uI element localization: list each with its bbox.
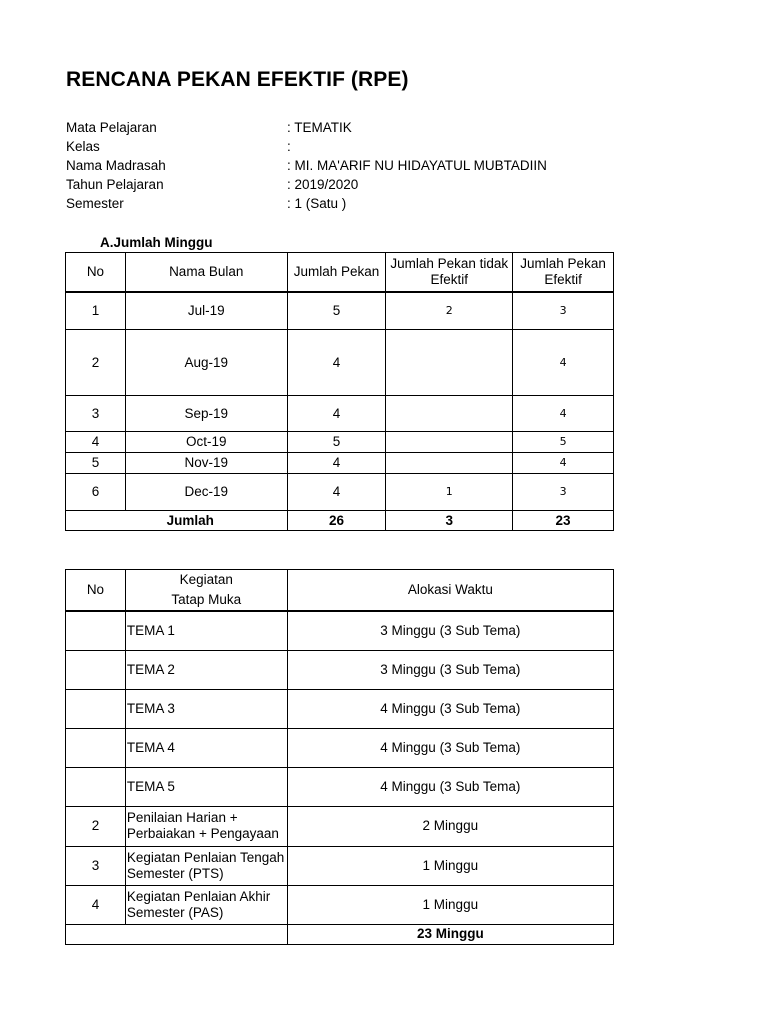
cell-tidak-efektif: 2	[386, 292, 513, 330]
table-header-row	[66, 570, 614, 612]
table-row	[66, 292, 614, 330]
cell-alokasi: 4 Minggu (3 Sub Tema)	[287, 728, 613, 767]
cell-kegiatan: TEMA 4	[125, 728, 287, 767]
table-row	[66, 885, 614, 924]
cell-pekan: 5	[287, 292, 386, 330]
table-header-row	[66, 253, 614, 292]
cell-alokasi: 2 Minggu	[287, 806, 613, 846]
header-cell: No	[66, 253, 126, 292]
cell-no: 2	[66, 806, 126, 846]
cell-no	[66, 650, 126, 689]
total-label: Jumlah	[66, 511, 288, 531]
table-row	[66, 650, 614, 689]
info-value: : 1 (Satu )	[287, 196, 347, 211]
table-row	[66, 432, 614, 453]
cell-no	[66, 767, 126, 806]
cell-bulan: Sep-19	[125, 396, 287, 432]
cell-kegiatan: Penilaian Harian + Perbaiakan + Pengayaan	[125, 806, 287, 846]
weeks-table	[65, 252, 614, 531]
info-row-kelas	[66, 137, 666, 156]
cell-alokasi: 4 Minggu (3 Sub Tema)	[287, 767, 613, 806]
info-value: : MI. MA'ARIF NU HIDAYATUL MUBTADIIN	[287, 158, 547, 173]
total-efektif: 23	[513, 511, 614, 531]
cell-no: 3	[66, 396, 126, 432]
info-label: Kelas	[66, 139, 100, 154]
cell-alokasi: 3 Minggu (3 Sub Tema)	[287, 611, 613, 650]
info-row-tahun-pelajaran	[66, 175, 666, 194]
cell-no: 4	[66, 885, 126, 924]
cell-no	[66, 689, 126, 728]
table-total-row	[66, 924, 614, 944]
info-value: : TEMATIK	[287, 120, 352, 135]
cell-kegiatan: TEMA 2	[125, 650, 287, 689]
total-tidak-efektif: 3	[386, 511, 513, 531]
cell-tidak-efektif	[386, 330, 513, 396]
total-alokasi: 23 Minggu	[287, 924, 613, 944]
table-row	[66, 689, 614, 728]
cell-pekan: 4	[287, 453, 386, 474]
cell-kegiatan: TEMA 1	[125, 611, 287, 650]
info-label: Nama Madrasah	[66, 158, 166, 173]
cell-alokasi: 3 Minggu (3 Sub Tema)	[287, 650, 613, 689]
cell-kegiatan: TEMA 5	[125, 767, 287, 806]
cell-no: 2	[66, 330, 126, 396]
info-value: : 2019/2020	[287, 177, 359, 192]
cell-pekan: 4	[287, 330, 386, 396]
table-row	[66, 728, 614, 767]
cell-no	[66, 611, 126, 650]
cell-alokasi: 4 Minggu (3 Sub Tema)	[287, 689, 613, 728]
cell-no: 5	[66, 453, 126, 474]
cell-no: 6	[66, 474, 126, 511]
cell-tidak-efektif	[386, 396, 513, 432]
table-row	[66, 453, 614, 474]
activities-table	[65, 569, 614, 945]
cell-bulan: Jul-19	[125, 292, 287, 330]
cell-bulan: Oct-19	[125, 432, 287, 453]
cell-alokasi: 1 Minggu	[287, 846, 613, 885]
info-row-semester	[66, 194, 666, 213]
cell-efektif: 3	[513, 474, 614, 511]
info-row-nama-madrasah	[66, 156, 666, 175]
header-cell: Nama Bulan	[125, 253, 287, 292]
cell-tidak-efektif: 1	[386, 474, 513, 511]
table-row	[66, 846, 614, 885]
cell-no: 4	[66, 432, 126, 453]
section-heading: A.Jumlah Minggu	[100, 235, 213, 250]
cell-bulan: Nov-19	[125, 453, 287, 474]
cell-efektif: 5	[513, 432, 614, 453]
info-label: Mata Pelajaran	[66, 120, 157, 135]
cell-kegiatan: TEMA 3	[125, 689, 287, 728]
header-cell: Kegiatan Tatap Muka	[125, 570, 287, 612]
header-cell: Alokasi Waktu	[287, 570, 613, 612]
cell-efektif: 4	[513, 396, 614, 432]
cell-bulan: Dec-19	[125, 474, 287, 511]
cell-pekan: 4	[287, 396, 386, 432]
info-block	[66, 118, 666, 213]
cell-kegiatan: Kegiatan Penlaian Tengah Semester (PTS)	[125, 846, 287, 885]
info-value: :	[287, 139, 291, 154]
table-row	[66, 611, 614, 650]
cell-efektif: 3	[513, 292, 614, 330]
cell-no: 1	[66, 292, 126, 330]
cell-alokasi: 1 Minggu	[287, 885, 613, 924]
table-total-row	[66, 511, 614, 531]
cell-efektif: 4	[513, 330, 614, 396]
cell-bulan: Aug-19	[125, 330, 287, 396]
table-row	[66, 330, 614, 396]
header-cell: No	[66, 570, 126, 612]
cell-pekan: 4	[287, 474, 386, 511]
document-title: RENCANA PEKAN EFEKTIF (RPE)	[66, 68, 409, 91]
cell-tidak-efektif	[386, 453, 513, 474]
table-row	[66, 474, 614, 511]
cell-kegiatan: Kegiatan Penlaian Akhir Semester (PAS)	[125, 885, 287, 924]
header-cell: Jumlah Pekan tidak Efektif	[386, 253, 513, 292]
total-label-empty	[66, 924, 288, 944]
cell-no: 3	[66, 846, 126, 885]
total-pekan: 26	[287, 511, 386, 531]
table-row	[66, 806, 614, 846]
table-row	[66, 767, 614, 806]
cell-tidak-efektif	[386, 432, 513, 453]
header-cell: Jumlah Pekan Efektif	[513, 253, 614, 292]
table-row	[66, 396, 614, 432]
cell-pekan: 5	[287, 432, 386, 453]
info-label: Semester	[66, 196, 124, 211]
header-cell: Jumlah Pekan	[287, 253, 386, 292]
cell-efektif: 4	[513, 453, 614, 474]
info-label: Tahun Pelajaran	[66, 177, 164, 192]
cell-no	[66, 728, 126, 767]
info-row-mata-pelajaran	[66, 118, 666, 137]
